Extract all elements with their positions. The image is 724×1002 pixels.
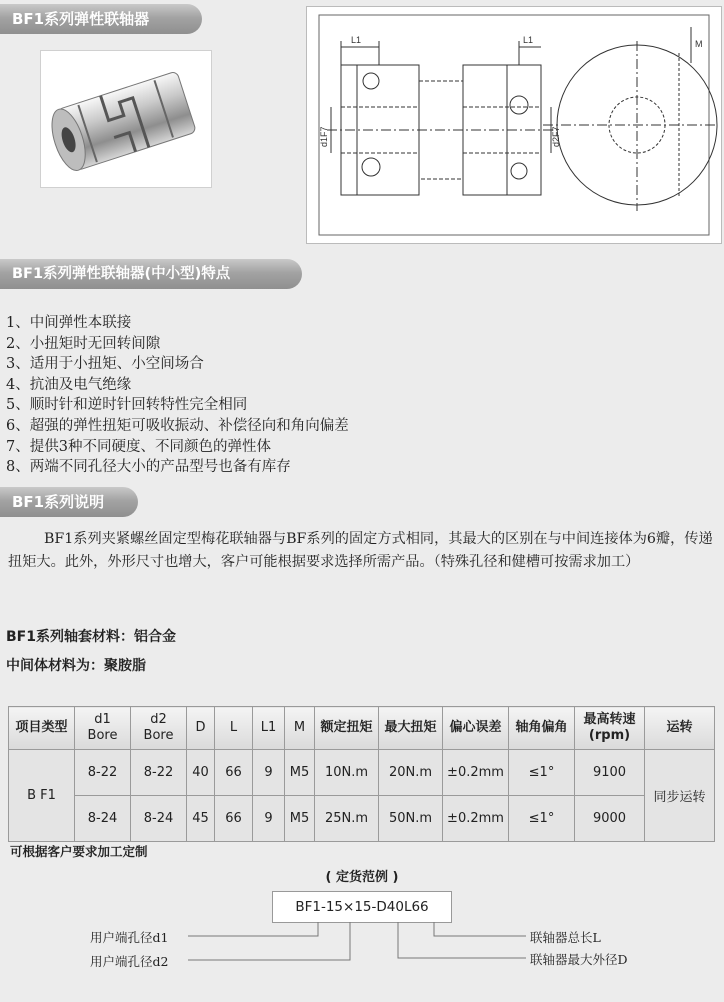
table-cell: 8-22 [75,750,131,796]
col-header: D [187,707,215,750]
table-cell: 10N.m [315,750,379,796]
description-text: BF1系列夹紧螺丝固定型梅花联轴器与BF系列的固定方式相同，其最大的区别在与中间连接体为6瓣，传递扭矩大。此外，外形尺寸也增大，客户可能根据要求选择所需产品。（特殊孔径和健槽可按需求加工） [8,531,713,570]
table-cell: 40 [187,750,215,796]
table-cell: 9 [253,796,285,842]
order-model-code: BF1-15×15-D40L66 [272,891,452,923]
label-d1: 用户端孔径d1 [90,930,169,945]
table-cell: ±0.2mm [443,750,509,796]
table-cell: ±0.2mm [443,796,509,842]
label-diameter: 联轴器最大外径D [530,952,628,967]
custom-note: 可根据客户要求加工定制 [10,844,148,859]
col-header: 最大扭矩 [379,707,443,750]
label-length: 联轴器总长L [530,930,601,945]
feature-item: 7、提供3种不同硬度、不同颜色的弹性体 [6,438,271,455]
dim-label: L1 [351,35,362,45]
col-header: 运转 [645,707,715,750]
table-cell: 8-24 [131,796,187,842]
table-cell: 66 [215,750,253,796]
feature-item: 3、适用于小扭矩、小空间场合 [6,356,204,373]
dim-label: L1 [523,35,534,45]
table-cell: ≤1° [509,750,575,796]
table-cell: M5 [285,796,315,842]
dim-label: d1F7 [319,126,329,147]
feature-item: 4、抗油及电气绝缘 [6,376,132,393]
col-header: M [285,707,315,750]
table-cell: 8-24 [75,796,131,842]
description-heading: BF1系列说明 [0,487,138,517]
page-title: BF1系列弹性联轴器 [0,4,202,34]
col-header: d2 Bore [131,707,187,750]
col-header: 偏心误差 [443,707,509,750]
col-header: 项目类型 [9,707,75,750]
features-heading: BF1系列弹性联轴器(中小型)特点 [0,259,302,289]
table-cell: 50N.m [379,796,443,842]
table-cell: 9000 [575,796,645,842]
dim-label: M [695,39,703,49]
table-cell: 9100 [575,750,645,796]
dim-label: d2F7 [551,126,561,147]
table-cell: 9 [253,750,285,796]
table-cell: M5 [285,750,315,796]
col-header: L [215,707,253,750]
middle-material: 中间体材料为：聚胺脂 [6,658,146,674]
sleeve-material: BF1系列轴套材料：铝合金 [6,629,176,645]
col-header: 最高转速 (rpm) [575,707,645,750]
table-cell: 66 [215,796,253,842]
table-cell: 25N.m [315,796,379,842]
table-cell: 45 [187,796,215,842]
feature-item: 1、中间弹性本联接 [6,315,132,331]
col-header: 轴角偏角 [509,707,575,750]
feature-item: 6、超强的弹性扭矩可吸收振动、补偿径向和角向偏差 [6,417,349,434]
label-d2: 用户端孔径d2 [90,954,169,969]
col-header: d1 Bore [75,707,131,750]
model-cell: B F1 [9,750,75,842]
table-cell: 8-22 [131,750,187,796]
order-example-title: ( 定货范例 ) [325,870,399,885]
table-cell: ≤1° [509,796,575,842]
table-cell: 20N.m [379,750,443,796]
feature-item: 2、小扭矩时无回转间隙 [6,335,161,352]
feature-item: 5、顺时针和逆时针回转特性完全相同 [6,397,248,414]
col-header: 额定扭矩 [315,707,379,750]
feature-item: 8、两端不同孔径大小的产品型号也备有库存 [6,459,291,476]
operation-cell: 同步运转 [645,750,715,842]
col-header: L1 [253,707,285,750]
